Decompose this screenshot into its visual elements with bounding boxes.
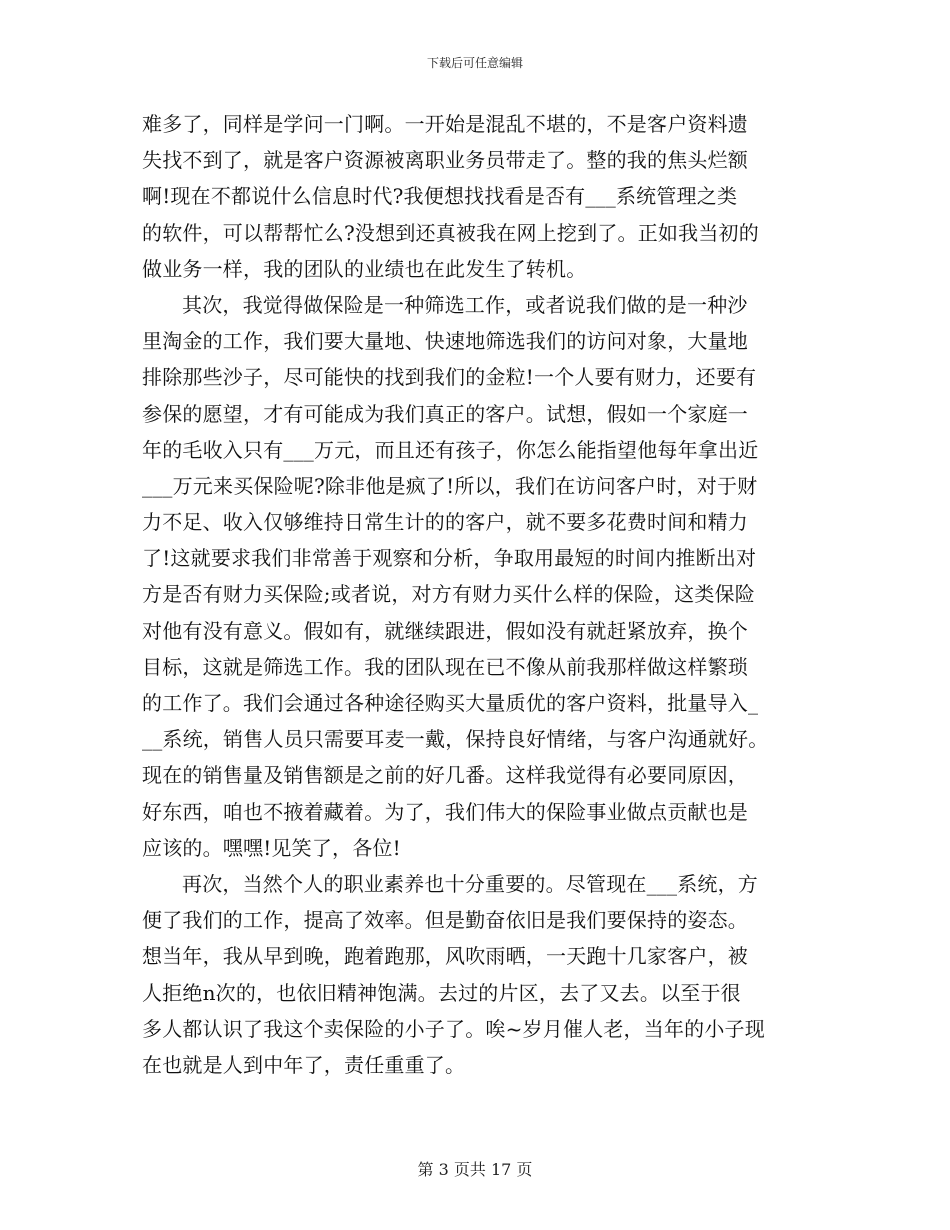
text-line: 参保的愿望，才有可能成为我们真正的客户。试想，假如一个家庭一 (142, 401, 748, 426)
text-line: 好东西，咱也不掖着藏着。为了，我们伟大的保险事业做点贡献也是 (142, 799, 748, 824)
text-line: 啊!现在不都说什么信息时代?我便想找找看是否有___系统管理之类 (142, 184, 738, 209)
text-line: 了!这就要求我们非常善于观察和分析，争取用最短的时间内推断出对 (142, 546, 757, 571)
text-line: 应该的。嘿嘿!见笑了，各位! (142, 835, 401, 860)
text-line: 对他有没有意义。假如有，就继续跟进，假如没有就赶紧放弃，换个 (142, 618, 748, 643)
text-line: 现在的销售量及销售额是之前的好几番。这样我觉得有必要同原因， (142, 763, 748, 788)
text-line: 排除那些沙子，尽可能快的找到我们的金粒!一个人要有财力，还要有 (142, 365, 757, 390)
text-line: 目标，这就是筛选工作。我的团队现在已不像从前我那样做这样繁琐 (142, 654, 748, 679)
text-line: 失找不到了，就是客户资源被离职业务员带走了。整的我的焦头烂额 (142, 148, 748, 173)
text-line: 力不足、收入仅够维持日常生计的的客户，就不要多花费时间和精力 (142, 510, 748, 535)
text-line: 的软件，可以帮帮忙么?没想到还真被我在网上挖到了。正如我当初的 (142, 220, 759, 245)
text-line: 想当年，我从早到晚，跑着跑那，风吹雨晒，一天跑十几家客户，被 (142, 944, 748, 969)
text-line: 方是否有财力买保险;或者说，对方有财力买什么样的保险，这类保险 (142, 582, 755, 607)
page-header-note: 下载后可任意编辑 (426, 56, 523, 70)
text-line: 再次，当然个人的职业素养也十分重要的。尽管现在___系统，方 (182, 871, 758, 896)
text-line: 年的毛收入只有___万元，而且还有孩子，你怎么能指望他每年拿出近 (142, 437, 759, 462)
page-footer-number: 第 3 页共 17 页 (417, 1160, 533, 1179)
text-line: 在也就是人到中年了，责任重重了。 (142, 1052, 466, 1077)
body-text (142, 106, 808, 1083)
text-line: ___万元来买保险呢?除非他是疯了!所以，我们在访问客户时，对于财 (142, 473, 758, 498)
text-line: 便了我们的工作，提高了效率。但是勤奋依旧是我们要保持的姿态。 (142, 908, 748, 933)
text-line: __系统，销售人员只需要耳麦一戴，保持良好情绪，与客户沟通就好。 (142, 727, 769, 752)
text-line: 里淘金的工作，我们要大量地、快速地筛选我们的访问对象，大量地 (142, 329, 748, 354)
text-line: 的工作了。我们会通过各种途径购买大量质优的客户资料，批量导入_ (142, 691, 759, 715)
text-line: 多人都认识了我这个卖保险的小子了。唉~岁月催人老，当年的小子现 (142, 1016, 765, 1041)
text-line: 做业务一样，我的团队的业绩也在此发生了转机。 (142, 256, 587, 281)
text-line: 人拒绝n次的，也依旧精神饱满。去过的片区，去了又去。以至于很 (142, 980, 741, 1005)
text-line: 其次，我觉得做保险是一种筛选工作，或者说我们做的是一种沙 (182, 292, 748, 317)
text-line: 难多了，同样是学问一门啊。一开始是混乱不堪的，不是客户资料遗 (142, 112, 748, 136)
